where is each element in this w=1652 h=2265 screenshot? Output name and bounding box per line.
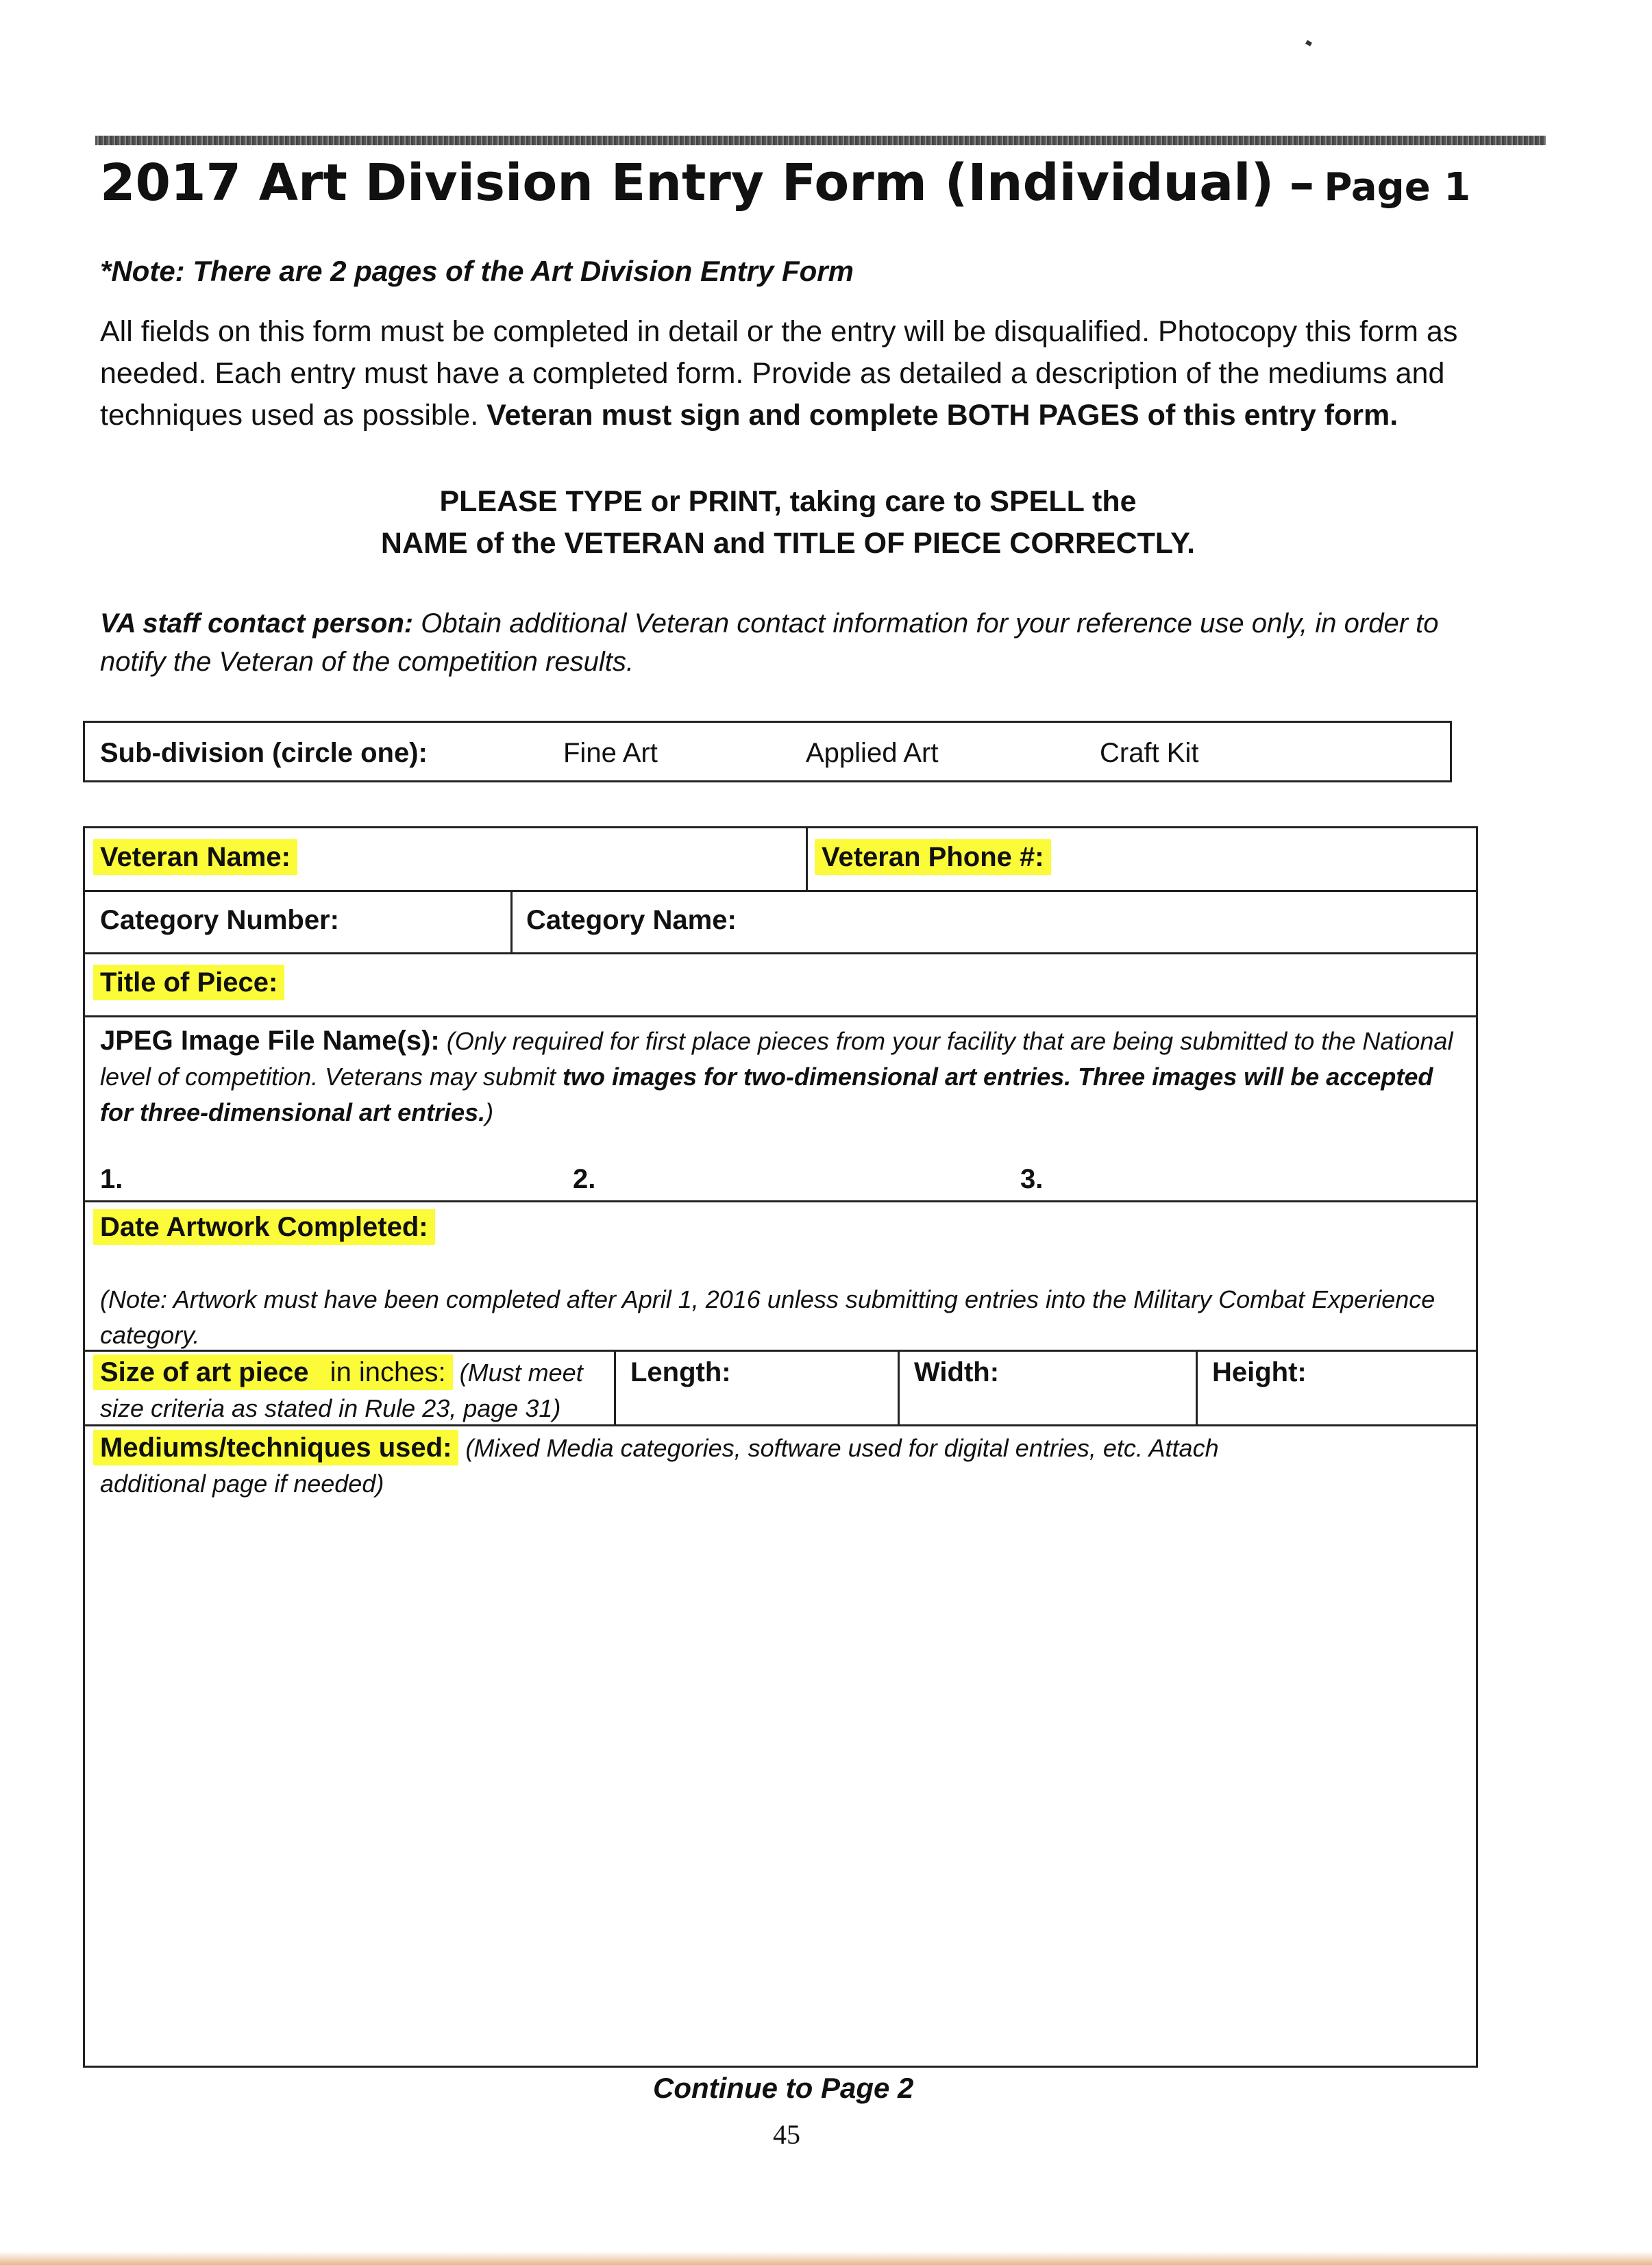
instruction-line-1: PLEASE TYPE or PRINT, taking care to SPELL the [439, 485, 1137, 518]
date-completed-label: Date Artwork Completed: [93, 1209, 435, 1245]
column-divider [1196, 1350, 1198, 1424]
print-instruction [206, 481, 1370, 565]
page-title [100, 153, 1607, 212]
header-rule [95, 136, 1546, 145]
jpeg-file-names-field[interactable] [100, 1023, 1457, 1130]
file-slot-2[interactable]: 2. [573, 1164, 596, 1194]
intro-bold: Veteran must sign and complete BOTH PAGES of this entry form. [486, 399, 1398, 432]
subdivision-applied-art[interactable]: Applied Art [806, 738, 939, 768]
veteran-name-label: Veteran Name: [93, 839, 297, 875]
file-slot-1[interactable]: 1. [100, 1164, 123, 1194]
row-divider [85, 1015, 1476, 1017]
page-number: 45 [773, 2119, 800, 2150]
jpeg-note: (Only required for first place pieces from your facility that are being submitted to the National level of competition. Veterans may submit [100, 1027, 1453, 1091]
veteran-phone-field[interactable] [822, 842, 1051, 873]
title-text: 2017 Art Division Entry Form (Individual) [100, 153, 1274, 212]
contact-text: Obtain additional Veteran contact information for your reference use only, in order to notify the Veteran of the competition results. [100, 608, 1439, 677]
jpeg-note-bold-1: two images for two-dimensional art entries. [562, 1063, 1072, 1091]
column-divider [806, 828, 808, 890]
scan-edge [0, 2251, 1652, 2265]
mediums-label: Mediums/techniques used: [93, 1430, 458, 1465]
row-divider [85, 952, 1476, 954]
file-slot-3[interactable]: 3. [1020, 1164, 1044, 1194]
intro-text: All fields on this form must be completed in detail or the entry will be disqualified. Photocopy this form as needed. Each entry must have a completed form. Provide as detailed a description of the mediums and techniques used as possible. [100, 315, 1458, 432]
width-field[interactable]: Width: [914, 1357, 1000, 1387]
subdivision-craft-kit[interactable]: Craft Kit [1100, 738, 1199, 768]
size-field[interactable] [100, 1354, 607, 1426]
category-number-field[interactable]: Category Number: [100, 905, 339, 935]
continue-to-page-2: Continue to Page 2 [653, 2072, 914, 2104]
size-label-bold: Size of art piece [93, 1354, 316, 1390]
subdivision-label: Sub-division (circle one): [100, 738, 428, 768]
title-dash: – [1289, 153, 1315, 212]
pages-note: *Note: There are 2 pages of the Art Division Entry Form [100, 255, 854, 287]
staff-contact-note [100, 604, 1484, 681]
size-note: (Must meet size criteria as stated in Rule 23, page 31) [100, 1359, 583, 1422]
height-field[interactable]: Height: [1212, 1357, 1307, 1387]
subdivision-fine-art[interactable]: Fine Art [563, 738, 658, 768]
jpeg-label: JPEG Image File Name(s): [100, 1026, 440, 1056]
length-field[interactable]: Length: [630, 1357, 731, 1387]
column-divider [510, 890, 513, 952]
entry-form-table [83, 826, 1478, 2068]
jpeg-note-end: ) [485, 1098, 494, 1126]
title-page-label: Page 1 [1324, 165, 1471, 210]
mediums-field[interactable] [100, 1430, 1292, 1502]
title-of-piece-label: Title of Piece: [93, 965, 284, 1000]
date-completed-field[interactable] [100, 1212, 435, 1243]
scan-speck [1305, 40, 1312, 46]
date-note: (Note: Artwork must have been completed after April 1, 2016 unless submitting entries into the Military Combat Experience category. [100, 1285, 1435, 1349]
mediums-note: (Mixed Media categories, software used for digital entries, etc. Attach additional page if needed) [100, 1434, 1219, 1498]
row-divider [85, 890, 1476, 892]
row-divider [85, 1200, 1476, 1202]
jpeg-note-bold-2: Three images will be accepted for three-dimensional art entries. [100, 1063, 1433, 1126]
column-divider [614, 1350, 616, 1424]
contact-label: VA staff contact person: [100, 608, 414, 639]
subdivision-box [83, 721, 1452, 782]
category-name-field[interactable]: Category Name: [526, 905, 737, 935]
veteran-name-field[interactable] [100, 842, 297, 873]
size-label-plain: in inches: [316, 1354, 453, 1390]
veteran-phone-label: Veteran Phone #: [815, 839, 1051, 875]
instruction-line-2: NAME of the VETERAN and TITLE OF PIECE CORRECTLY. [380, 527, 1196, 560]
title-of-piece-field[interactable] [100, 967, 284, 998]
column-divider [898, 1350, 900, 1424]
intro-paragraph [100, 311, 1484, 436]
